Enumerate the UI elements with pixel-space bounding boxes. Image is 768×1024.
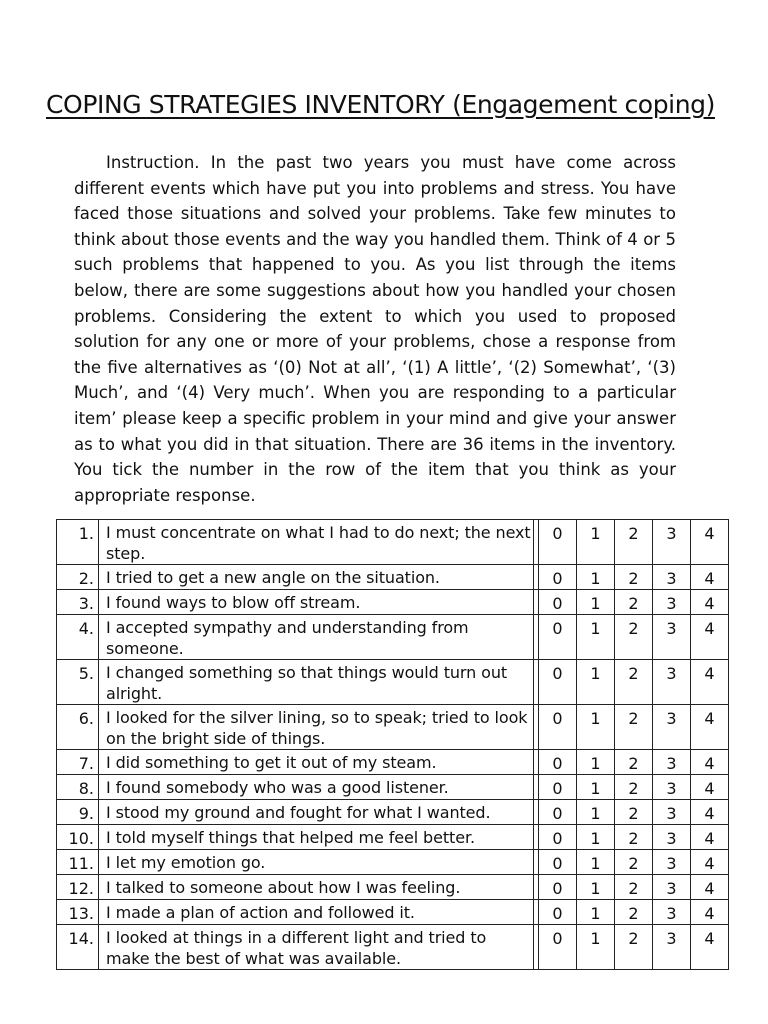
response-option-0[interactable]	[539, 875, 577, 900]
response-option-0[interactable]	[539, 800, 577, 825]
response-option-3[interactable]	[653, 800, 691, 825]
response-option-3[interactable]	[653, 775, 691, 800]
response-option-1[interactable]	[577, 800, 615, 825]
response-option-label: 4	[704, 779, 715, 798]
response-option-4[interactable]	[691, 825, 729, 850]
response-option-2[interactable]	[615, 750, 653, 775]
item-number	[57, 800, 99, 825]
response-option-label: 1	[590, 569, 601, 588]
response-option-0[interactable]	[539, 615, 577, 660]
response-option-0[interactable]	[539, 900, 577, 925]
item-number-label: 9.	[78, 804, 94, 823]
response-option-0[interactable]	[539, 850, 577, 875]
item-number-label: 4.	[78, 619, 94, 638]
response-option-label: 3	[666, 524, 677, 543]
response-option-label: 2	[628, 929, 639, 948]
response-option-1[interactable]	[577, 775, 615, 800]
item-text	[99, 875, 534, 900]
response-option-4[interactable]	[691, 850, 729, 875]
item-text	[99, 775, 534, 800]
response-option-4[interactable]	[691, 615, 729, 660]
response-option-label: 1	[590, 804, 601, 823]
item-number-label: 7.	[78, 754, 94, 773]
table-row	[57, 705, 729, 750]
response-option-label: 1	[590, 779, 601, 798]
response-option-3[interactable]	[653, 875, 691, 900]
response-option-label: 1	[590, 904, 601, 923]
response-option-3[interactable]	[653, 660, 691, 705]
response-option-0[interactable]	[539, 750, 577, 775]
response-option-label: 2	[628, 779, 639, 798]
response-option-2[interactable]	[615, 775, 653, 800]
response-option-2[interactable]	[615, 615, 653, 660]
response-option-label: 2	[628, 829, 639, 848]
item-text-label: I changed something so that things would turn out alright.	[106, 663, 508, 703]
response-option-label: 4	[704, 664, 715, 683]
response-option-label: 3	[666, 569, 677, 588]
response-option-2[interactable]	[615, 520, 653, 565]
response-option-4[interactable]	[691, 565, 729, 590]
response-option-0[interactable]	[539, 520, 577, 565]
response-option-4[interactable]	[691, 705, 729, 750]
table-row	[57, 750, 729, 775]
response-option-3[interactable]	[653, 565, 691, 590]
response-option-4[interactable]	[691, 875, 729, 900]
item-number	[57, 825, 99, 850]
table-row	[57, 900, 729, 925]
response-option-label: 3	[666, 709, 677, 728]
response-option-label: 3	[666, 879, 677, 898]
response-option-label: 1	[590, 854, 601, 873]
item-number-label: 1.	[78, 524, 94, 543]
item-text	[99, 590, 534, 615]
table-row	[57, 850, 729, 875]
response-option-label: 0	[552, 619, 563, 638]
response-option-label: 1	[590, 664, 601, 683]
response-option-4[interactable]	[691, 900, 729, 925]
table-row	[57, 590, 729, 615]
response-option-label: 4	[704, 804, 715, 823]
item-text	[99, 850, 534, 875]
response-option-label: 0	[552, 854, 563, 873]
response-option-3[interactable]	[653, 615, 691, 660]
response-option-4[interactable]	[691, 590, 729, 615]
item-text-label: I looked for the silver lining, so to speak; tried to look on the bright side of things.	[106, 708, 528, 748]
item-text	[99, 705, 534, 750]
table-row	[57, 565, 729, 590]
response-option-label: 4	[704, 619, 715, 638]
response-option-label: 4	[704, 854, 715, 873]
item-text-label: I found ways to blow off stream.	[106, 593, 361, 612]
response-option-label: 0	[552, 929, 563, 948]
response-option-label: 2	[628, 524, 639, 543]
response-option-0[interactable]	[539, 705, 577, 750]
response-option-4[interactable]	[691, 750, 729, 775]
response-option-label: 0	[552, 594, 563, 613]
response-option-0[interactable]	[539, 775, 577, 800]
item-number-label: 12.	[68, 879, 94, 898]
response-option-1[interactable]	[577, 520, 615, 565]
item-number	[57, 900, 99, 925]
item-text	[99, 520, 534, 565]
response-option-label: 1	[590, 929, 601, 948]
item-text	[99, 925, 534, 970]
item-number	[57, 875, 99, 900]
response-option-label: 4	[704, 879, 715, 898]
table-row	[57, 520, 729, 565]
response-option-label: 0	[552, 879, 563, 898]
response-option-label: 1	[590, 619, 601, 638]
response-option-0[interactable]	[539, 825, 577, 850]
item-text	[99, 615, 534, 660]
response-option-label: 3	[666, 804, 677, 823]
response-option-1[interactable]	[577, 615, 615, 660]
response-option-1[interactable]	[577, 850, 615, 875]
response-option-0[interactable]	[539, 925, 577, 970]
response-option-label: 0	[552, 804, 563, 823]
item-text-label: I accepted sympathy and understanding from someone.	[106, 618, 469, 658]
response-option-label: 4	[704, 524, 715, 543]
response-option-4[interactable]	[691, 925, 729, 970]
table-row	[57, 875, 729, 900]
item-text	[99, 900, 534, 925]
response-option-label: 3	[666, 829, 677, 848]
item-text	[99, 800, 534, 825]
response-option-2[interactable]	[615, 875, 653, 900]
item-text-label: I told myself things that helped me feel better.	[106, 828, 475, 847]
response-option-1[interactable]	[577, 565, 615, 590]
inventory-table	[56, 519, 729, 970]
item-text-label: I must concentrate on what I had to do next; the next step.	[106, 523, 531, 563]
item-text-label: I found somebody who was a good listener.	[106, 778, 449, 797]
item-number-label: 14.	[68, 929, 94, 948]
response-option-1[interactable]	[577, 925, 615, 970]
table-row	[57, 825, 729, 850]
table-row	[57, 800, 729, 825]
response-option-label: 1	[590, 829, 601, 848]
response-option-label: 3	[666, 929, 677, 948]
response-option-label: 3	[666, 779, 677, 798]
response-option-label: 2	[628, 569, 639, 588]
response-option-2[interactable]	[615, 825, 653, 850]
response-option-label: 1	[590, 879, 601, 898]
response-option-2[interactable]	[615, 565, 653, 590]
instruction-paragraph: Instruction. In the past two years you must have come across different events which have put you into problems and stress. You have faced those situations and solved your problems. Take few minutes to think about those events and the way you handled them. Think of 4 or 5 such problems that happened to you. As you list through the items below, there are some suggestions about how you handled your chosen problems. Considering the extent to which you used to proposed solution for any one or more of your problems, chose a response from the five alternatives as ‘(0) Not at all’, ‘(1) A little’, ‘(2) Somewhat’, ‘(3) Much’, and ‘(4) Very much’. When you are responding to a particular item’ please keep a specific problem in your mind and give your answer as to what you did in that situation. There are 36 items in the inventory. You tick the number in the row of the item that you think as your appropriate response.	[74, 153, 676, 505]
response-option-0[interactable]	[539, 660, 577, 705]
response-option-3[interactable]	[653, 590, 691, 615]
item-number-label: 5.	[78, 664, 94, 683]
response-option-3[interactable]	[653, 900, 691, 925]
item-number	[57, 565, 99, 590]
response-option-2[interactable]	[615, 925, 653, 970]
item-number-label: 8.	[78, 779, 94, 798]
response-option-label: 3	[666, 619, 677, 638]
response-option-label: 0	[552, 569, 563, 588]
response-option-label: 0	[552, 779, 563, 798]
response-option-label: 0	[552, 754, 563, 773]
response-option-4[interactable]	[691, 800, 729, 825]
response-option-2[interactable]	[615, 590, 653, 615]
response-option-label: 0	[552, 709, 563, 728]
response-option-label: 4	[704, 709, 715, 728]
item-number	[57, 775, 99, 800]
table-row	[57, 615, 729, 660]
response-option-label: 2	[628, 594, 639, 613]
item-text-label: I talked to someone about how I was feeling.	[106, 878, 461, 897]
item-number-label: 11.	[68, 854, 94, 873]
response-option-label: 2	[628, 804, 639, 823]
item-text	[99, 565, 534, 590]
response-option-4[interactable]	[691, 520, 729, 565]
response-option-1[interactable]	[577, 660, 615, 705]
response-option-label: 2	[628, 904, 639, 923]
response-option-1[interactable]	[577, 705, 615, 750]
item-number-label: 10.	[68, 829, 94, 848]
response-option-label: 1	[590, 524, 601, 543]
item-number-label: 6.	[78, 709, 94, 728]
response-option-label: 4	[704, 569, 715, 588]
response-option-label: 4	[704, 754, 715, 773]
response-option-label: 0	[552, 829, 563, 848]
response-option-label: 2	[628, 619, 639, 638]
item-number	[57, 660, 99, 705]
response-option-4[interactable]	[691, 775, 729, 800]
response-option-3[interactable]	[653, 705, 691, 750]
response-option-label: 3	[666, 664, 677, 683]
item-number	[57, 850, 99, 875]
item-text-label: I let my emotion go.	[106, 853, 266, 872]
response-option-label: 3	[666, 854, 677, 873]
response-option-0[interactable]	[539, 590, 577, 615]
response-option-label: 2	[628, 879, 639, 898]
item-text-label: I tried to get a new angle on the situation.	[106, 568, 440, 587]
response-option-label: 1	[590, 594, 601, 613]
response-option-0[interactable]	[539, 565, 577, 590]
response-option-label: 0	[552, 904, 563, 923]
response-option-1[interactable]	[577, 750, 615, 775]
response-option-4[interactable]	[691, 660, 729, 705]
response-option-label: 3	[666, 754, 677, 773]
response-option-2[interactable]	[615, 900, 653, 925]
response-option-3[interactable]	[653, 750, 691, 775]
item-text	[99, 750, 534, 775]
response-option-3[interactable]	[653, 850, 691, 875]
response-option-label: 1	[590, 709, 601, 728]
response-option-label: 3	[666, 904, 677, 923]
item-number-label: 3.	[78, 594, 94, 613]
response-option-label: 4	[704, 594, 715, 613]
response-option-label: 4	[704, 929, 715, 948]
item-number	[57, 705, 99, 750]
response-option-label: 4	[704, 829, 715, 848]
response-option-1[interactable]	[577, 900, 615, 925]
page-title: COPING STRATEGIES INVENTORY (Engagement coping)	[46, 90, 715, 119]
response-option-label: 0	[552, 664, 563, 683]
response-option-label: 2	[628, 754, 639, 773]
response-option-3[interactable]	[653, 520, 691, 565]
item-text-label: I looked at things in a different light and tried to make the best of what was available.	[106, 928, 487, 968]
item-text-label: I made a plan of action and followed it.	[106, 903, 415, 922]
item-text	[99, 825, 534, 850]
response-option-2[interactable]	[615, 705, 653, 750]
response-option-label: 0	[552, 524, 563, 543]
response-option-label: 4	[704, 904, 715, 923]
table-row	[57, 660, 729, 705]
response-option-1[interactable]	[577, 875, 615, 900]
item-text-label: I stood my ground and fought for what I wanted.	[106, 803, 491, 822]
response-option-label: 1	[590, 754, 601, 773]
response-option-2[interactable]	[615, 660, 653, 705]
response-option-3[interactable]	[653, 825, 691, 850]
response-option-label: 3	[666, 594, 677, 613]
item-number	[57, 615, 99, 660]
response-option-label: 2	[628, 709, 639, 728]
item-number-label: 2.	[78, 569, 94, 588]
item-number	[57, 520, 99, 565]
response-option-3[interactable]	[653, 925, 691, 970]
table-row	[57, 775, 729, 800]
item-number	[57, 750, 99, 775]
response-option-label: 2	[628, 854, 639, 873]
response-option-1[interactable]	[577, 590, 615, 615]
item-number	[57, 925, 99, 970]
item-text	[99, 660, 534, 705]
response-option-2[interactable]	[615, 800, 653, 825]
response-option-label: 2	[628, 664, 639, 683]
table-row	[57, 925, 729, 970]
response-option-2[interactable]	[615, 850, 653, 875]
response-option-1[interactable]	[577, 825, 615, 850]
item-text-label: I did something to get it out of my steam.	[106, 753, 437, 772]
item-number	[57, 590, 99, 615]
item-number-label: 13.	[68, 904, 94, 923]
